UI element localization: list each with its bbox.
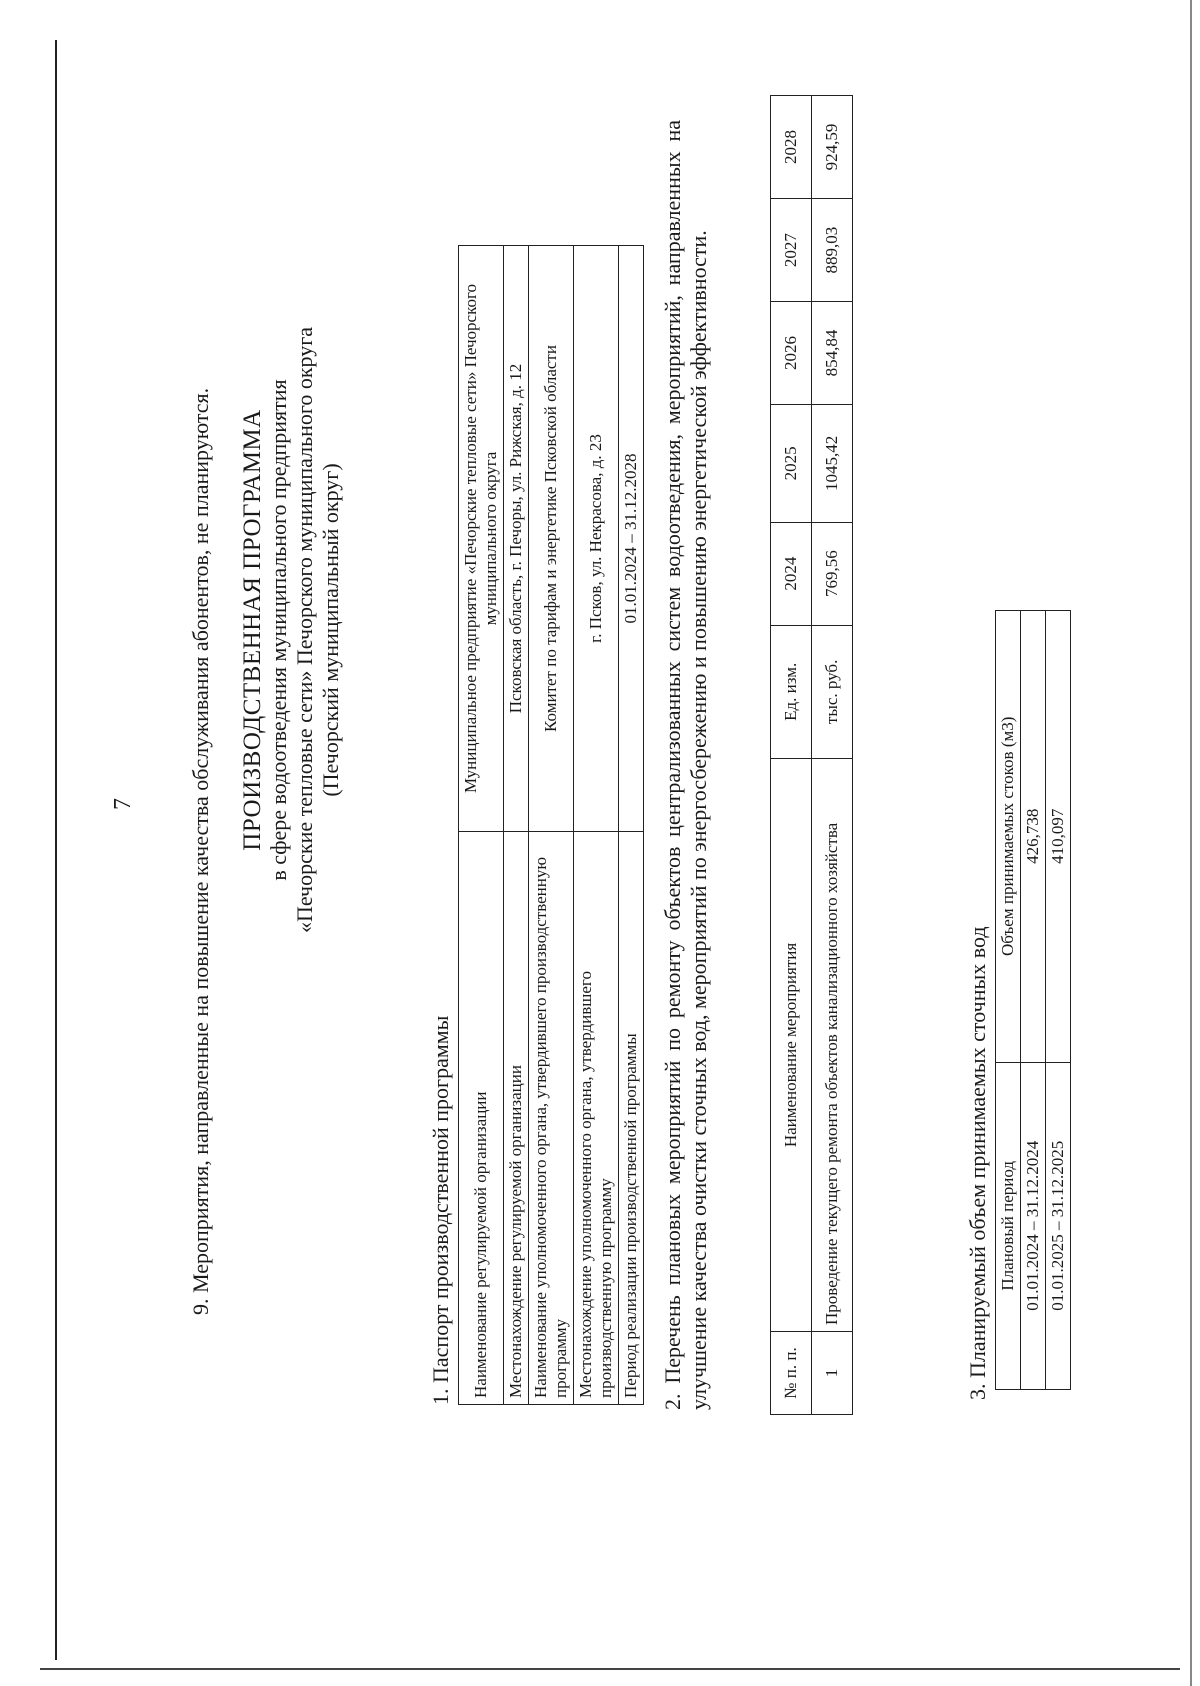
table-row bbox=[1046, 611, 1071, 1390]
col-year-header: 2027 bbox=[771, 199, 812, 302]
table-row bbox=[504, 246, 529, 1405]
col-period-header: Плановый период bbox=[996, 1062, 1021, 1389]
row-value: 924,59 bbox=[812, 96, 853, 199]
col-year-header: 2024 bbox=[771, 522, 812, 625]
passport-value: Псковская область, г. Печоры, ул. Рижская, д. 12 bbox=[504, 246, 529, 832]
passport-value: Комитет по тарифам и энергетике Псковской области bbox=[529, 246, 574, 832]
row-name: Проведение текущего ремонта объектов канализационного хозяйства bbox=[812, 759, 853, 1332]
section3-heading: 3. Планируемый объем принимаемых сточных вод bbox=[965, 926, 990, 1400]
passport-table bbox=[458, 245, 644, 1405]
row-volume: 426,738 bbox=[1021, 611, 1046, 1063]
table-header-row bbox=[996, 611, 1021, 1390]
row-period: 01.01.2025 – 31.12.2025 bbox=[1046, 1062, 1071, 1389]
row-value: 769,56 bbox=[812, 522, 853, 625]
col-year-header: 2025 bbox=[771, 405, 812, 523]
scan-edge-bottom bbox=[40, 1668, 1180, 1670]
title-line-1: ПРОИЗВОДСТВЕННАЯ ПРОГРАММА bbox=[239, 409, 266, 851]
measures-table bbox=[770, 95, 853, 1415]
passport-label: Наименование уполномоченного органа, утвердившего производственную программу bbox=[529, 832, 574, 1405]
col-name-header: Наименование мероприятия bbox=[771, 759, 812, 1332]
section1-heading: 1. Паспорт производственной программы bbox=[428, 1015, 453, 1405]
row-num: 1 bbox=[812, 1332, 853, 1415]
volume-table bbox=[995, 610, 1071, 1390]
col-num-header: № п. п. bbox=[771, 1332, 812, 1415]
row-value: 889,03 bbox=[812, 199, 853, 302]
table-row bbox=[459, 246, 504, 1405]
row-period: 01.01.2024 – 31.12.2024 bbox=[1021, 1062, 1046, 1389]
col-year-header: 2026 bbox=[771, 302, 812, 405]
table-row bbox=[619, 246, 644, 1405]
title-line-4: (Печорский муниципальный округ) bbox=[318, 463, 343, 797]
row-volume: 410,097 bbox=[1046, 611, 1071, 1063]
table-header-row bbox=[771, 96, 812, 1415]
passport-value: Муниципальное предприятие «Печорские тепловые сети» Печорского муниципального округа bbox=[459, 246, 504, 832]
col-unit-header: Ед. изм. bbox=[771, 625, 812, 758]
row-unit: тыс. руб. bbox=[812, 625, 853, 758]
title-line-2: в сфере водоотведения муниципального предприятия bbox=[266, 379, 291, 881]
row-value: 854,84 bbox=[812, 302, 853, 405]
table-row bbox=[574, 246, 619, 1405]
col-year-header: 2028 bbox=[771, 96, 812, 199]
section2-heading: 2. Перечень плановых мероприятий по ремонту объектов централизованных систем водоотведения, мероприятий, направленных на улучшение качества очистки сточных вод, мероприятий по энергосбережению и повышению энергетической эффективности. bbox=[660, 120, 711, 1410]
table-row bbox=[529, 246, 574, 1405]
col-volume-header: Объем принимаемых стоков (м3) bbox=[996, 611, 1021, 1063]
passport-label: Местонахождение уполномоченного органа, утвердившего производственную программу bbox=[574, 832, 619, 1405]
passport-label: Период реализации производственной программы bbox=[619, 832, 644, 1405]
table-row bbox=[1021, 611, 1046, 1390]
passport-label: Местонахождение регулируемой организации bbox=[504, 832, 529, 1405]
intro-line: 9. Мероприятия, направленные на повышение качества обслуживания абонентов, не планируются. bbox=[188, 387, 213, 1315]
table-row bbox=[812, 96, 853, 1415]
rotated-page bbox=[0, 40, 1200, 1600]
title-line-3: «Печорские тепловые сети» Печорского муниципального округа bbox=[292, 326, 317, 934]
passport-value: 01.01.2024 – 31.12.2028 bbox=[619, 246, 644, 832]
passport-label: Наименование регулируемой организации bbox=[459, 832, 504, 1405]
passport-value: г. Псков, ул. Некрасова, д. 23 bbox=[574, 246, 619, 832]
page-number: 7 bbox=[110, 798, 136, 810]
document-title bbox=[240, 310, 344, 950]
row-value: 1045,42 bbox=[812, 405, 853, 523]
